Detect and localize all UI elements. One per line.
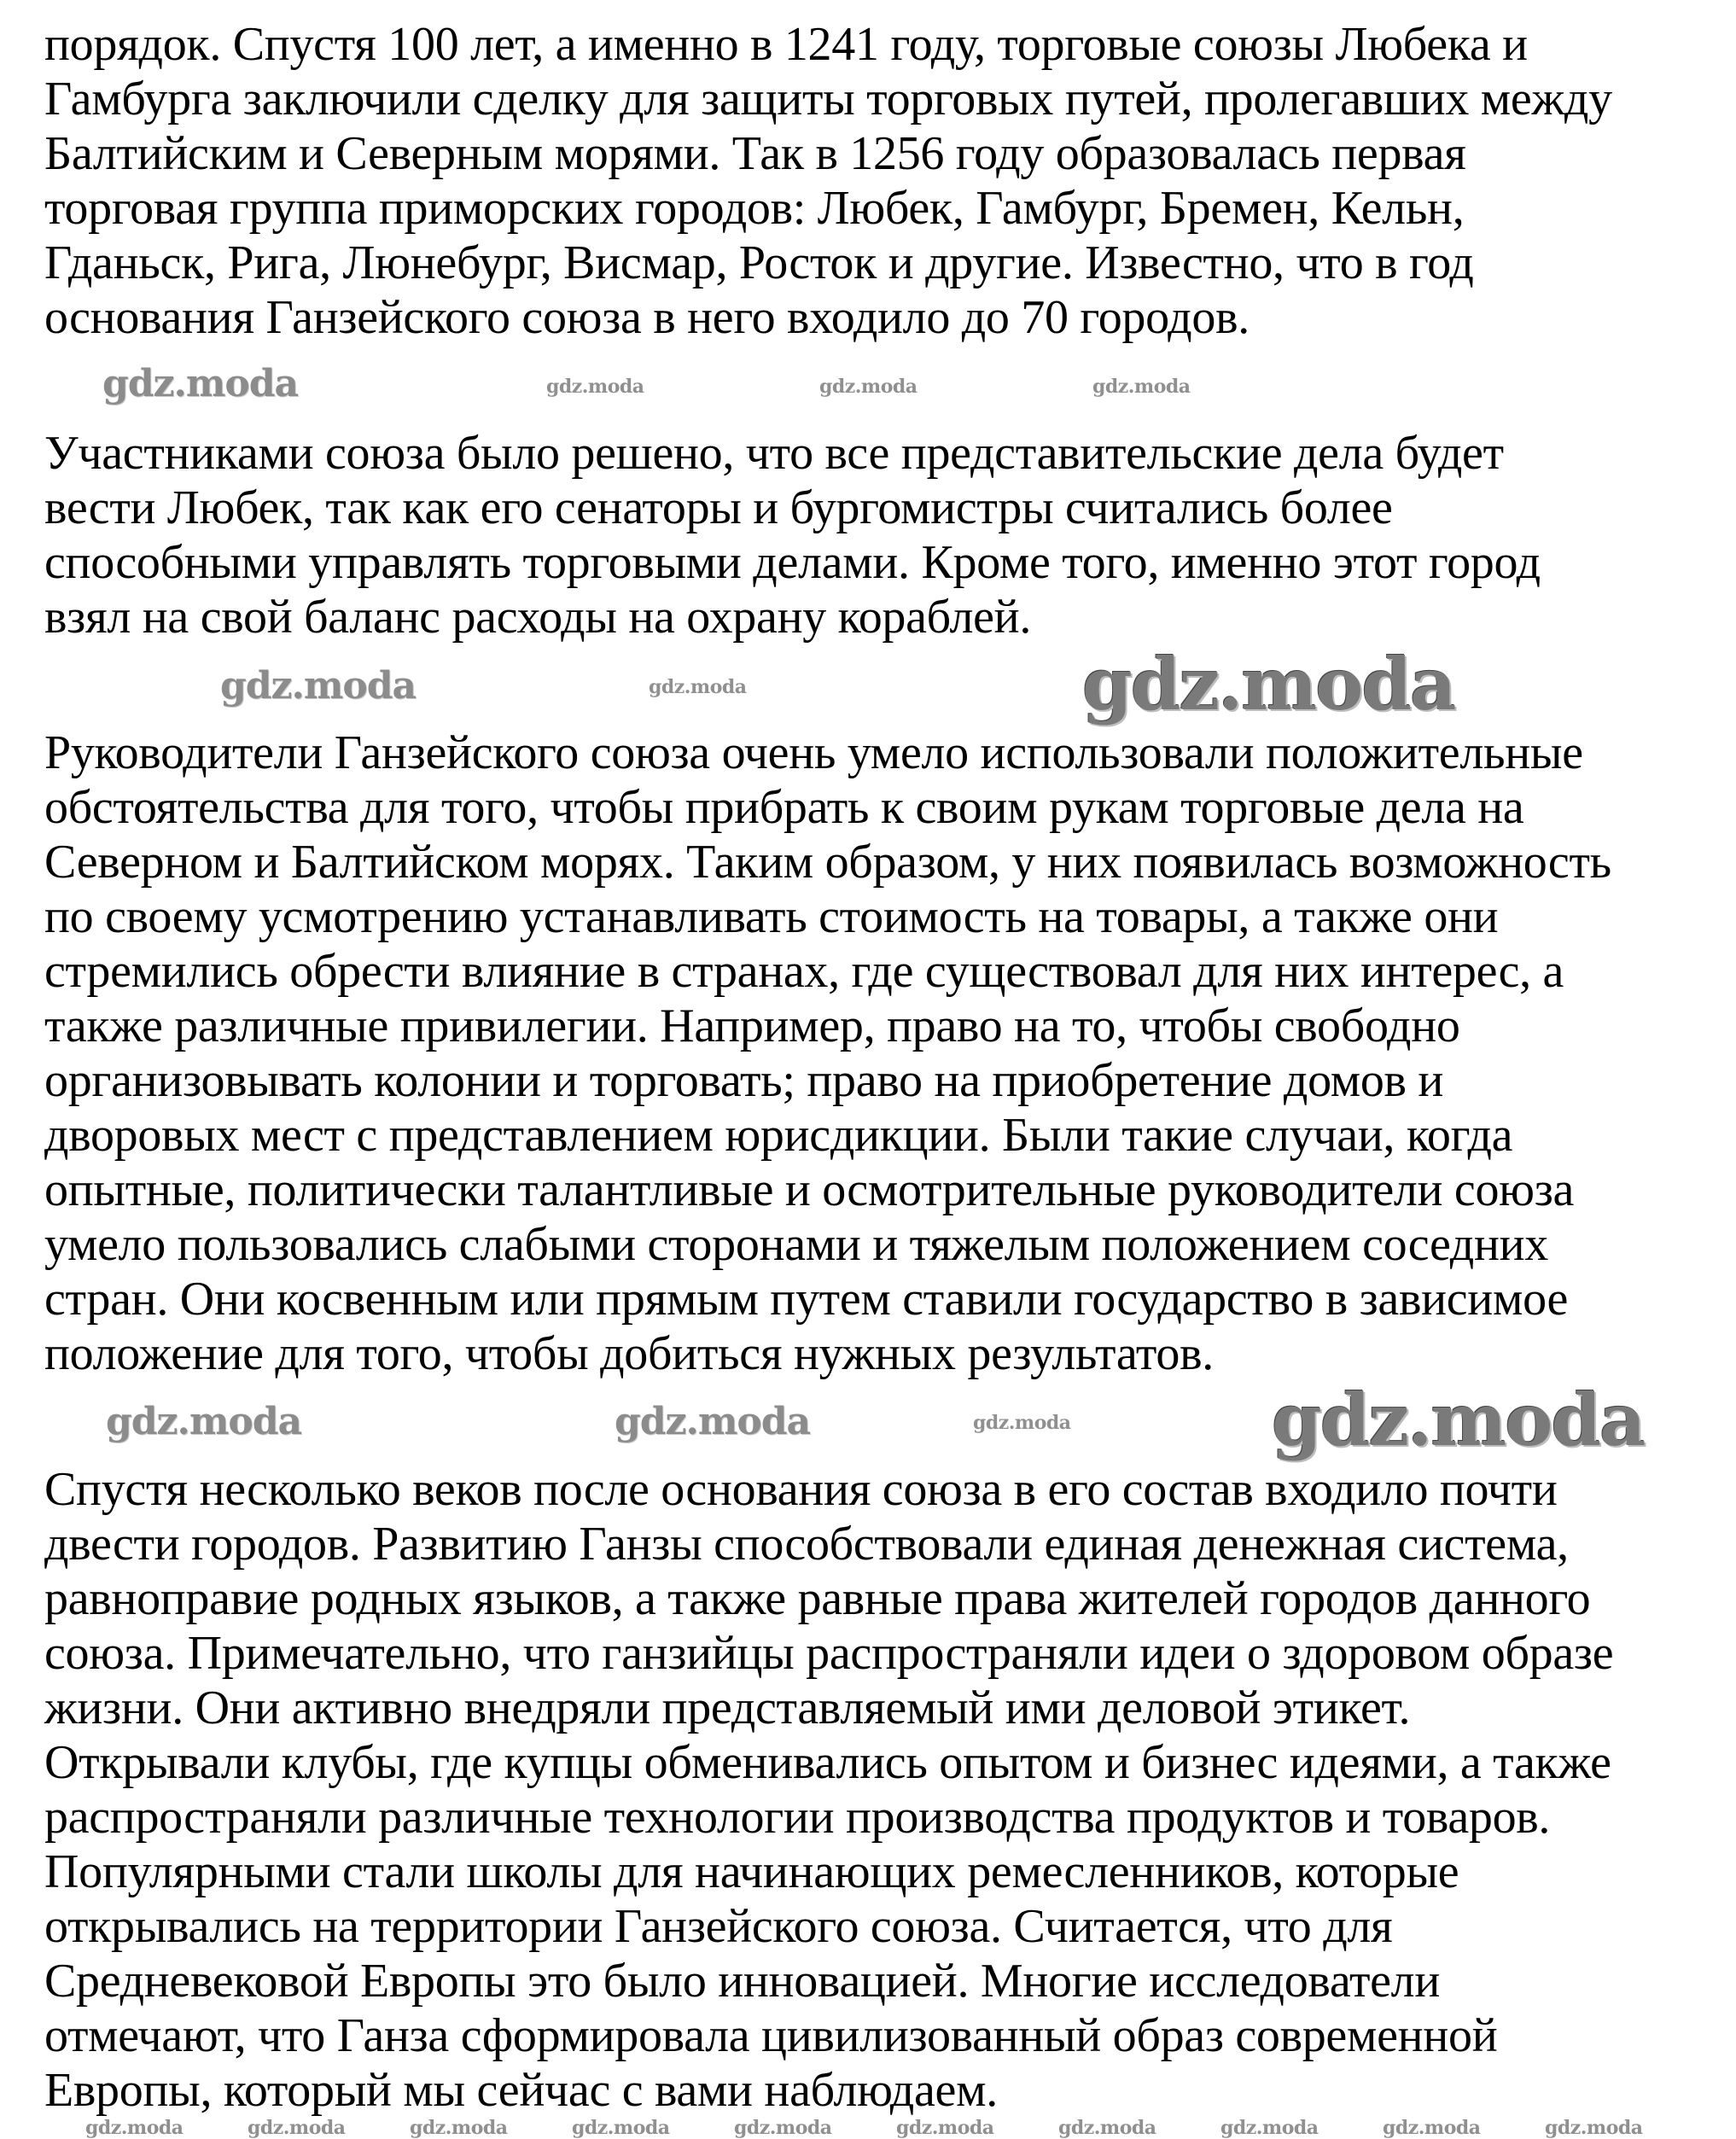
text-line: отмечают, что Ганза сформировала цивилизованный образ современной xyxy=(44,2009,1498,2062)
text-line: обстоятельства для того, чтобы прибрать к своим рукам торговые дела на xyxy=(44,781,1524,834)
text-line: способными управлять торговыми делами. Кроме того, именно этот город xyxy=(44,536,1541,589)
text-line: положение для того, чтобы добиться нужных результатов. xyxy=(44,1327,1214,1380)
text-line: открывались на территории Ганзейского союза. Считается, что для xyxy=(44,1900,1393,1953)
text-line: двести городов. Развитию Ганзы способствовали единая денежная система, xyxy=(44,1518,1569,1571)
text-line: союза. Примечательно, что ганзийцы распространяли идеи о здоровом образе xyxy=(44,1627,1614,1680)
watermark: gdz.moda xyxy=(1220,2117,1319,2139)
text-line: стремились обрести влияние в странах, где существовал для них интерес, а xyxy=(44,945,1564,998)
text-line: Руководители Ганзейского союза очень умело использовали положительные xyxy=(44,726,1583,779)
watermark: gdz.moda xyxy=(649,676,747,698)
text-line: Участниками союза было решено, что все представительские дела будет xyxy=(44,427,1504,480)
watermark: gdz.moda xyxy=(1082,642,1455,726)
text-line: Северном и Балтийском морях. Таким образом, у них появилась возможность xyxy=(44,836,1611,889)
text-line: также различные привилегии. Например, право на то, чтобы свободно xyxy=(44,1000,1460,1052)
paragraph-leaders xyxy=(44,726,1726,1381)
text-line: по своему усмотрению устанавливать стоимость на товары, а также они xyxy=(44,890,1499,943)
watermark: gdz.moda xyxy=(615,1400,811,1443)
text-line: умело пользовались слабыми сторонами и тяжелым положением соседних xyxy=(44,1218,1549,1271)
text-line: порядок. Спустя 100 лет, а именно в 1241 году, торговые союзы Любека и xyxy=(44,18,1528,71)
watermark: gdz.moda xyxy=(1058,2117,1156,2139)
watermark: gdz.moda xyxy=(1092,376,1191,398)
text-line: жизни. Они активно внедряли представляемый ими деловой этикет. xyxy=(44,1681,1411,1734)
watermark: gdz.moda xyxy=(819,376,918,398)
text-line: равноправие родных языков, а также равные права жителей городов данного xyxy=(44,1572,1591,1625)
text-line: Европы, который мы сейчас с вами наблюдаем. xyxy=(44,2064,998,2117)
text-line: Спустя несколько веков после основания союза в его состав входило почти xyxy=(44,1463,1558,1516)
watermark: gdz.moda xyxy=(973,1412,1071,1434)
text-line: основания Ганзейского союза в него входило до 70 городов. xyxy=(44,291,1250,344)
watermark: gdz.moda xyxy=(734,2117,832,2139)
text-line: Балтийским и Северным морями. Так в 1256 году образовалась первая xyxy=(44,127,1466,180)
text-line: Средневековой Европы это было инновацией. Многие исследователи xyxy=(44,1955,1440,2008)
watermark: gdz.moda xyxy=(248,2117,346,2139)
paragraph-expansion xyxy=(44,1462,1726,2118)
watermark: gdz.moda xyxy=(1383,2117,1481,2139)
text-line: распространяли различные технологии производства продуктов и товаров. xyxy=(44,1791,1551,1844)
text-line: торговая группа приморских городов: Любек, Гамбург, Бремен, Кельн, xyxy=(44,182,1465,235)
text-line: стран. Они косвенным или прямым путем ставили государство в зависимое xyxy=(44,1273,1569,1326)
watermark: gdz.moda xyxy=(220,664,417,708)
watermark: gdz.moda xyxy=(546,376,644,398)
watermark: gdz.moda xyxy=(85,2117,184,2139)
text-line: организовывать колонии и торговать; право на приобретение домов и xyxy=(44,1054,1444,1107)
text-line: вести Любек, так как его сенаторы и бургомистры считались более xyxy=(44,481,1393,534)
watermark: gdz.moda xyxy=(1545,2117,1643,2139)
watermark: gdz.moda xyxy=(106,1400,302,1443)
watermark: gdz.moda xyxy=(410,2117,508,2139)
text-line: дворовых мест с представлением юрисдикции. Были такие случаи, когда xyxy=(44,1109,1513,1162)
watermark: gdz.moda xyxy=(102,362,299,405)
text-line: опытные, политически талантливые и осмотрительные руководители союза xyxy=(44,1163,1575,1216)
text-line: Гданьск, Рига, Люнебург, Висмар, Росток и другие. Известно, что в год xyxy=(44,236,1474,289)
text-line: Популярными стали школы для начинающих ремесленников, которые xyxy=(44,1845,1459,1898)
paragraph-founding xyxy=(44,17,1726,345)
text-line: Открывали клубы, где купцы обменивались опытом и бизнес идеями, а также xyxy=(44,1736,1611,1789)
text-line: Гамбурга заключили сделку для защиты торговых путей, пролегавших между xyxy=(44,73,1612,125)
watermark: gdz.moda xyxy=(572,2117,670,2139)
watermark: gdz.moda xyxy=(1272,1378,1645,1462)
paragraph-lubeck-role xyxy=(44,426,1726,644)
text-line: взял на свой баланс расходы на охрану кораблей. xyxy=(44,591,1032,644)
watermark: gdz.moda xyxy=(896,2117,994,2139)
